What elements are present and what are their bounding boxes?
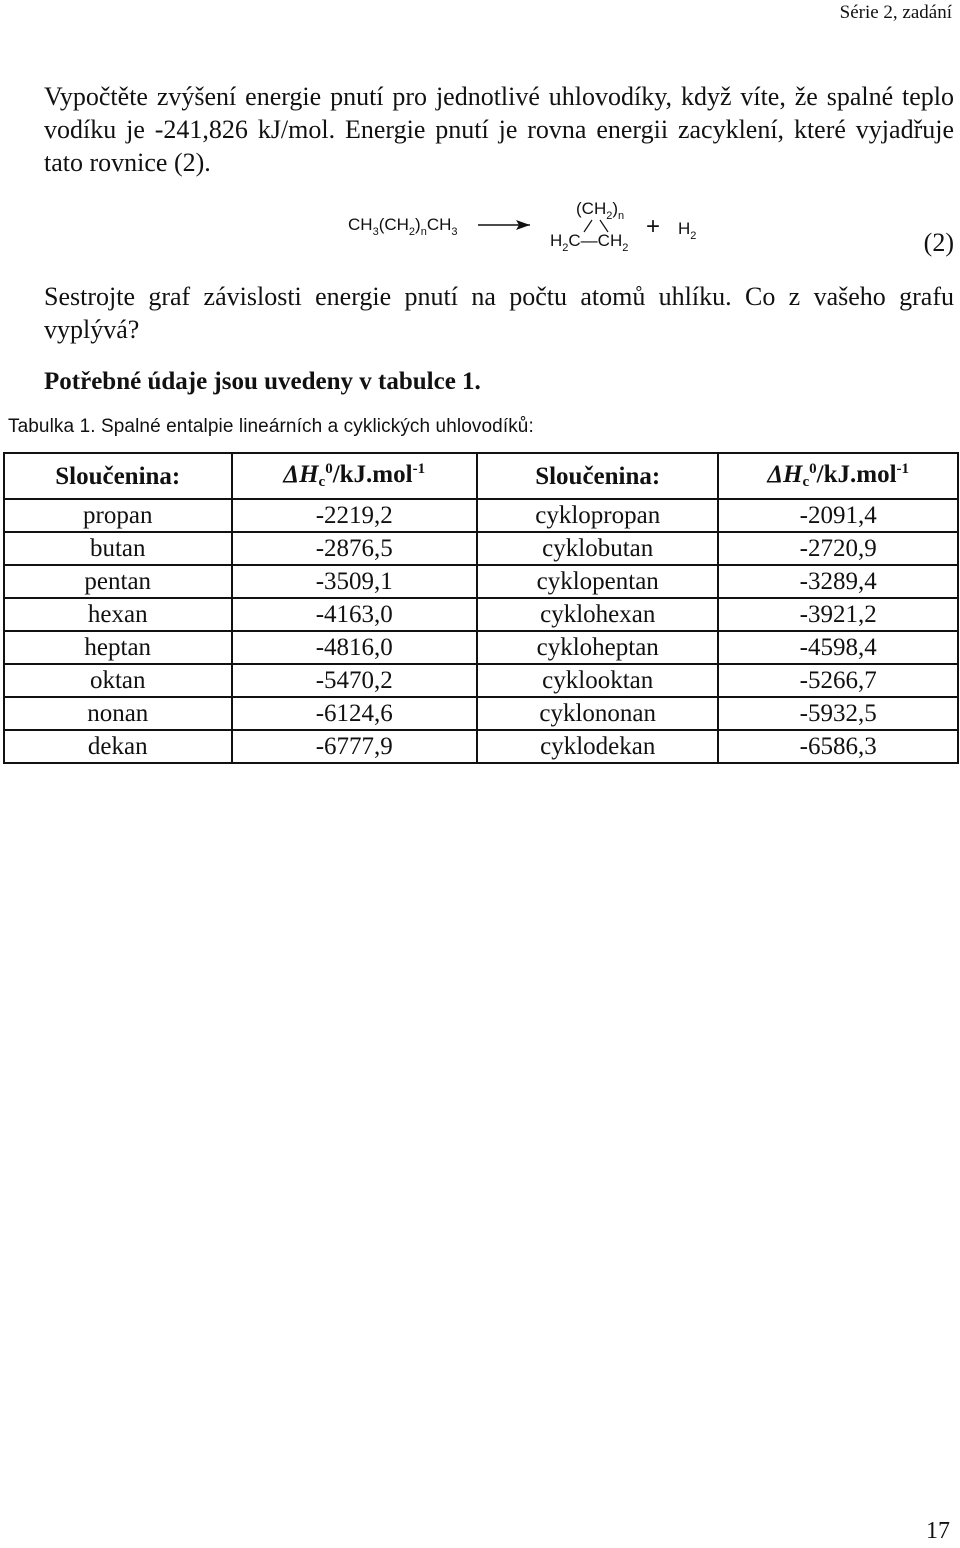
linear-compound: dekan bbox=[4, 730, 232, 763]
task-2 bbox=[8, 80, 954, 179]
equation-number: (2) bbox=[923, 228, 954, 257]
task-3-text: Sestrojte graf závislosti energie pnutí na počtu atomů uhlíku. Co z vašeho grafu vyplývá? bbox=[44, 282, 954, 344]
linear-enthalpy: -4163,0 bbox=[232, 598, 478, 631]
series-header: Série 2, zadání bbox=[839, 2, 952, 23]
cyclic-compound: cykloheptan bbox=[477, 631, 718, 664]
delta-h-unit-sup: -1 bbox=[412, 461, 426, 477]
cyclic-compound: cyklopentan bbox=[477, 565, 718, 598]
linear-enthalpy: -3509,1 bbox=[232, 565, 478, 598]
delta-h-unit: /kJ.mol bbox=[816, 461, 897, 488]
delta-h-symbol: ΔH bbox=[283, 461, 319, 488]
task-3 bbox=[8, 280, 954, 346]
linear-compound: butan bbox=[4, 532, 232, 565]
delta-h-symbol: ΔH bbox=[767, 461, 803, 488]
reactant-formula: $CH_3(CH_2)_nCH_3$ bbox=[348, 215, 458, 238]
linear-enthalpy: -6777,9 bbox=[232, 730, 478, 763]
cyclization-equation bbox=[330, 192, 730, 262]
cyclic-compound: cyklohexan bbox=[477, 598, 718, 631]
delta-h-sup: 0 bbox=[325, 461, 333, 477]
linear-enthalpy: -6124,6 bbox=[232, 697, 478, 730]
task-2-text: Vypočtěte zvýšení energie pnutí pro jednotlivé uhlovodíky, když víte, že spalné teplo vodíku je -241,826 kJ/mol. Energie pnutí je rovna energii zacyklení, které vyjadřuje tato rovnice (2). bbox=[44, 82, 954, 177]
hydrogen-formula: $H_2$ bbox=[678, 219, 697, 242]
table-row bbox=[4, 499, 958, 532]
linear-enthalpy: -4816,0 bbox=[232, 631, 478, 664]
table-row bbox=[4, 664, 958, 697]
linear-compound: pentan bbox=[4, 565, 232, 598]
task-2-number bbox=[8, 80, 44, 113]
linear-enthalpy: -5470,2 bbox=[232, 664, 478, 697]
table-row bbox=[4, 730, 958, 763]
linear-enthalpy: -2219,2 bbox=[232, 499, 478, 532]
header-compound-cyclic: Sloučenina: bbox=[477, 453, 718, 499]
delta-h-sub: c bbox=[318, 474, 326, 490]
plus-sign: + bbox=[646, 213, 661, 240]
ring-bottom-formula: $H_2C—CH_2$ bbox=[550, 231, 629, 254]
equation-figure bbox=[330, 192, 730, 262]
delta-h-sup: 0 bbox=[809, 461, 817, 477]
linear-compound: hexan bbox=[4, 598, 232, 631]
cyclic-enthalpy: -3289,4 bbox=[718, 565, 958, 598]
cyclic-enthalpy: -2091,4 bbox=[718, 499, 958, 532]
table-row bbox=[4, 697, 958, 730]
cyclic-enthalpy: -6586,3 bbox=[718, 730, 958, 763]
header-enthalpy-linear bbox=[232, 453, 478, 499]
enthalpy-table bbox=[3, 452, 959, 764]
cyclic-compound: cyklooktan bbox=[477, 664, 718, 697]
delta-h-unit-sup: -1 bbox=[896, 461, 910, 477]
table-caption: Tabulka 1. Spalné entalpie lineárních a cyklických uhlovodíků: bbox=[8, 416, 534, 437]
data-note: Potřebné údaje jsou uvedeny v tabulce 1. bbox=[44, 368, 481, 395]
cyclic-compound: cyklononan bbox=[477, 697, 718, 730]
linear-compound: heptan bbox=[4, 631, 232, 664]
linear-compound: oktan bbox=[4, 664, 232, 697]
cyclic-compound: cyklodekan bbox=[477, 730, 718, 763]
table-row bbox=[4, 598, 958, 631]
delta-h-sub: c bbox=[802, 474, 810, 490]
linear-enthalpy: -2876,5 bbox=[232, 532, 478, 565]
header-enthalpy-cyclic bbox=[718, 453, 958, 499]
linear-compound: nonan bbox=[4, 697, 232, 730]
cyclic-enthalpy: -4598,4 bbox=[718, 631, 958, 664]
cyclic-enthalpy: -2720,9 bbox=[718, 532, 958, 565]
header-compound-linear: Sloučenina: bbox=[4, 453, 232, 499]
delta-h-unit: /kJ.mol bbox=[332, 461, 413, 488]
task-3-number bbox=[8, 280, 44, 313]
table-row bbox=[4, 532, 958, 565]
cyclic-compound: cyklopropan bbox=[477, 499, 718, 532]
table-header-row bbox=[4, 453, 958, 499]
ring-top-formula: $(CH_2)_n$ bbox=[576, 199, 625, 222]
table-row bbox=[4, 631, 958, 664]
cyclic-compound: cyklobutan bbox=[477, 532, 718, 565]
linear-compound: propan bbox=[4, 499, 232, 532]
cyclic-enthalpy: -5932,5 bbox=[718, 697, 958, 730]
cyclic-enthalpy: -3921,2 bbox=[718, 598, 958, 631]
table-row bbox=[4, 565, 958, 598]
cyclic-enthalpy: -5266,7 bbox=[718, 664, 958, 697]
page-number: 17 bbox=[926, 1518, 950, 1544]
